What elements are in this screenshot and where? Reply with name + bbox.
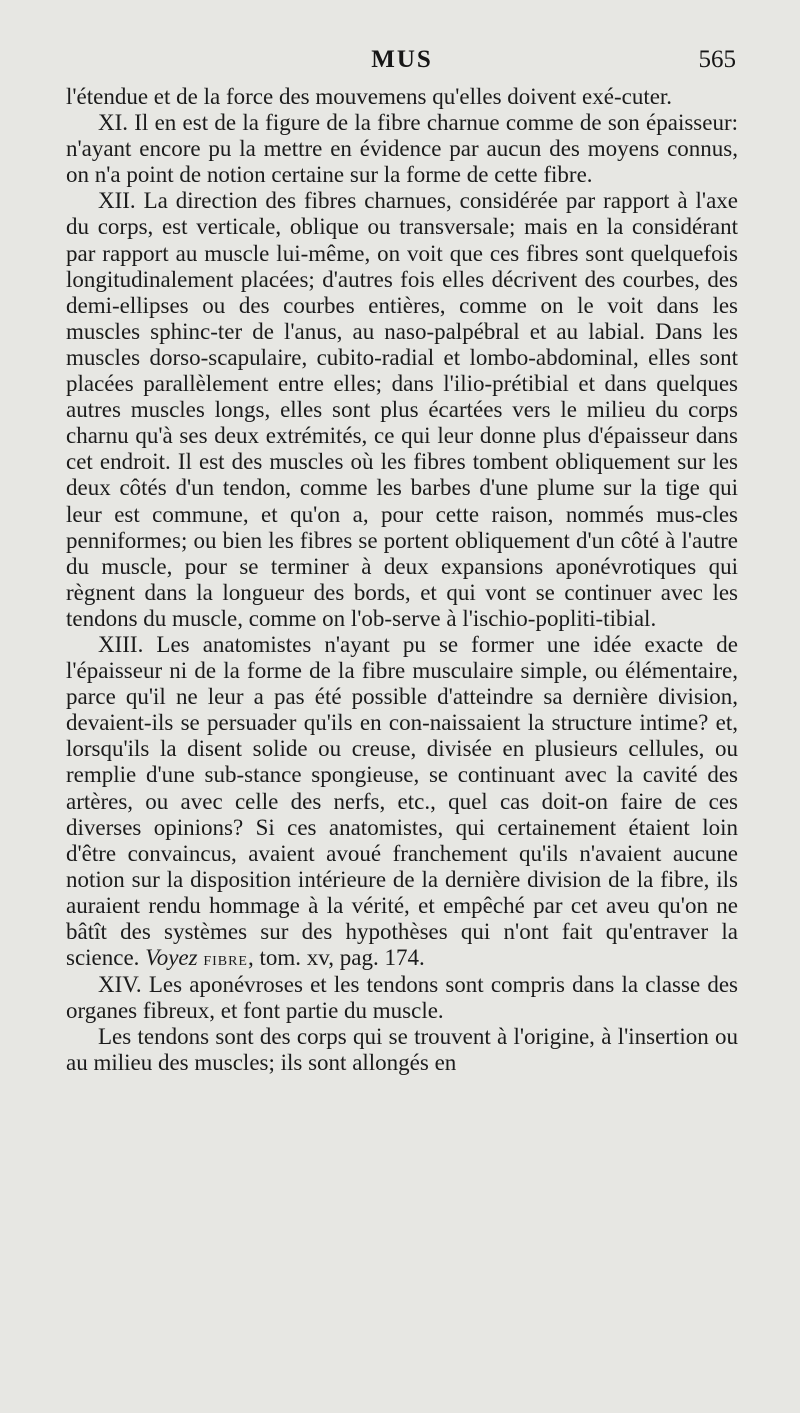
- body-text: [66, 84, 738, 1077]
- page-header: [66, 42, 738, 76]
- paragraph-xii: XII. La direction des fibres charnues, considérée par rapport à l'axe du corps, est verticale, oblique ou transversale; mais en la considérant par rapport au muscle lui-même, on voit que ces fibres sont quelquefois longitudinalement placées; d'autres fois elles décrivent des courbes, des demi-ellipses ou des courbes entières, comme on le voit dans les muscles sphinc-ter de l'anus, au naso-palpébral et au labial. Dans les muscles dorso-scapulaire, cubito-radial et lombo-abdominal, elles sont placées parallèlement entre elles; dans l'ilio-prétibial et dans quelques autres muscles longs, elles sont plus écartées vers le milieu du corps charnu qu'à ses deux extrémités, ce qui leur donne plus d'épaisseur dans cet endroit. Il est des muscles où les fibres tombent obliquement sur les deux côtés d'un tendon, comme les barbes d'une plume sur la tige qui leur est commune, et qu'on a, pour cette raison, nommés mus-cles penniformes; ou bien les fibres se portent obliquement d'un côté à l'autre du muscle, pour se terminer à deux expansions aponévrotiques qui règnent dans la longueur des bords, et qui vont se continuer avec les tendons du muscle, comme on l'ob-serve à l'ischio-popliti-tibial.: [66, 188, 738, 631]
- paragraph-continuation: l'étendue et de la force des mouvemens qu'elles doivent exé-cuter.: [66, 84, 673, 109]
- paragraph-tendons: Les tendons sont des corps qui se trouvent à l'origine, à l'insertion ou au milieu des muscles; ils sont allongés en: [66, 1024, 738, 1076]
- cross-reference-voyez: Voyez: [145, 945, 198, 971]
- running-head: MUS: [371, 46, 433, 73]
- paragraph-xiii: [66, 632, 738, 972]
- page-number: 565: [698, 46, 736, 73]
- cross-reference-location: , tom. xv, pag. 174.: [248, 945, 425, 971]
- cross-reference-fibre: fibre: [203, 948, 248, 971]
- paragraph-xiii-text: XIII. Les anatomistes n'ayant pu se former une idée exacte de l'épaisseur ni de la forme de la fibre musculaire simple, ou élémentaire, parce qu'il ne leur a pas été possible d'atteindre sa dernière division, devaient-ils se persuader qu'ils en con-naissaient la structure intime? et, lorsqu'ils la disent solide ou creuse, divisée en plusieurs cellules, ou remplie d'une sub-stance spongieuse, se continuant avec la cavité des artères, ou avec celle des nerfs, etc., quel cas doit-on faire de ces diverses opinions? Si ces anatomistes, qui certainement étaient loin d'être convaincus, avaient avoué franchement qu'ils n'avaient aucune notion sur la disposition intérieure de la dernière division de la fibre, ils auraient rendu hommage à la vérité, et empêché par cet aveu qu'on ne bâtît des systèmes sur des hypothèses qui n'ont fait qu'entraver la science.: [66, 631, 738, 971]
- paragraph-xiv: XIV. Les aponévroses et les tendons sont compris dans la classe des organes fibreux, et font partie du muscle.: [66, 972, 738, 1024]
- paragraph-xi: XI. Il en est de la figure de la fibre charnue comme de son épaisseur: n'ayant encore pu la mettre en évidence par aucun des moyens connus, on n'a point de notion certaine sur la forme de cette fibre.: [66, 110, 738, 188]
